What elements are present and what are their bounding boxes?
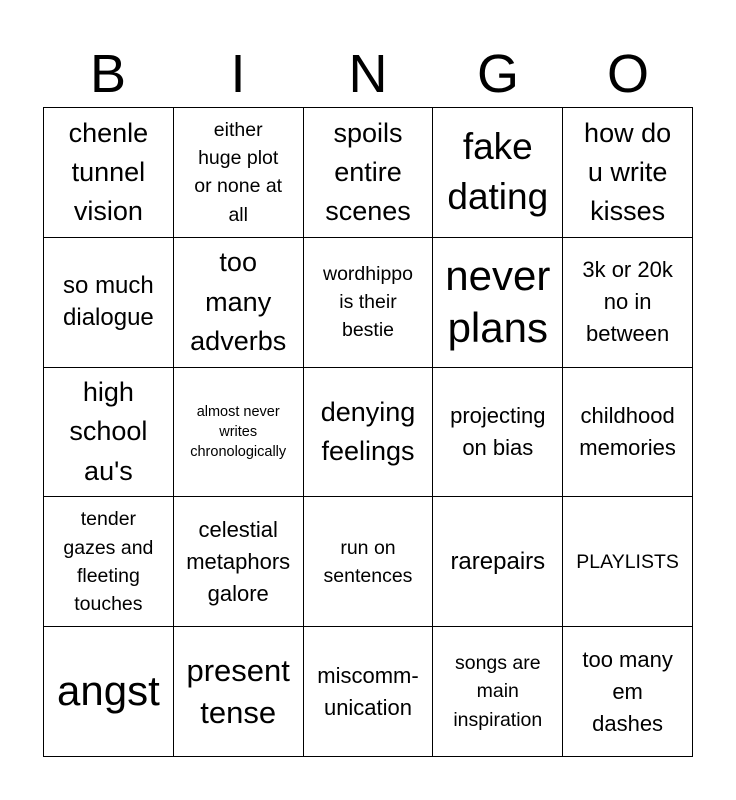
header-letter-g: G	[476, 44, 519, 104]
header-letter-o: O	[606, 44, 649, 104]
bingo-cell[interactable]	[304, 368, 434, 498]
bingo-cell-text: too many em dashes	[582, 646, 673, 736]
bingo-cell-text: run on sentences	[323, 536, 413, 587]
header-letter-i: I	[230, 44, 246, 104]
bingo-cell[interactable]	[433, 238, 563, 368]
bingo-cell-text: high school au's	[69, 377, 148, 486]
bingo-cell-text: so much dialogue	[63, 271, 154, 332]
bingo-header	[43, 40, 693, 108]
header-letter-n: N	[348, 44, 388, 104]
bingo-cell-text: 3k or 20k no in between	[582, 257, 673, 347]
bingo-cell[interactable]	[304, 108, 434, 238]
bingo-cell-text: miscomm- unication	[317, 662, 419, 720]
bingo-cell-text: tender gazes and fleeting touches	[63, 508, 154, 616]
bingo-cell[interactable]	[44, 238, 174, 368]
bingo-cell-text: projecting on bias	[450, 403, 546, 460]
bingo-cell[interactable]	[304, 238, 434, 368]
bingo-cell-text: chenle tunnel vision	[68, 117, 149, 226]
bingo-cell[interactable]	[44, 108, 174, 238]
bingo-cell-text: rarepairs	[450, 547, 546, 575]
bingo-cell[interactable]	[44, 627, 174, 757]
bingo-cell[interactable]	[563, 497, 693, 627]
bingo-cell-text: childhood memories	[579, 403, 676, 460]
header-letter-b: B	[89, 44, 127, 104]
bingo-cell-text: fake dating	[447, 126, 549, 218]
bingo-cell-text: wordhippo is their bestie	[323, 262, 413, 342]
bingo-cell[interactable]	[563, 238, 693, 368]
bingo-cell[interactable]	[433, 627, 563, 757]
bingo-cell-text: spoils entire scenes	[325, 117, 411, 226]
bingo-cell[interactable]	[44, 497, 174, 627]
bingo-cell[interactable]	[174, 497, 304, 627]
bingo-cell[interactable]	[433, 368, 563, 498]
bingo-cell[interactable]	[563, 108, 693, 238]
bingo-cell-text: denying feelings	[320, 396, 416, 466]
bingo-cell-text: songs are main inspiration	[453, 652, 543, 731]
bingo-cell-text: either huge plot or none at all	[194, 118, 283, 226]
bingo-cell[interactable]	[433, 108, 563, 238]
bingo-cell-text: present tense	[186, 652, 290, 730]
bingo-cell[interactable]	[174, 627, 304, 757]
bingo-cell-text: how do u write kisses	[584, 117, 672, 226]
bingo-cell-text: almost never writes chronologically	[190, 403, 287, 461]
bingo-cell-text: angst	[57, 667, 160, 715]
bingo-cell-text: never plans	[445, 251, 551, 352]
bingo-grid	[43, 107, 693, 757]
bingo-cell[interactable]	[563, 627, 693, 757]
bingo-cell[interactable]	[304, 497, 434, 627]
bingo-cell[interactable]	[174, 368, 304, 498]
bingo-cell[interactable]	[304, 627, 434, 757]
bingo-cell-text: PLAYLISTS	[576, 550, 679, 573]
bingo-cell[interactable]	[563, 368, 693, 498]
bingo-cell[interactable]	[174, 238, 304, 368]
bingo-cell[interactable]	[174, 108, 304, 238]
bingo-cell-text: too many adverbs	[190, 247, 287, 356]
bingo-cell[interactable]	[433, 497, 563, 627]
bingo-cell-text: celestial metaphors galore	[186, 516, 291, 606]
bingo-cell[interactable]	[44, 368, 174, 498]
